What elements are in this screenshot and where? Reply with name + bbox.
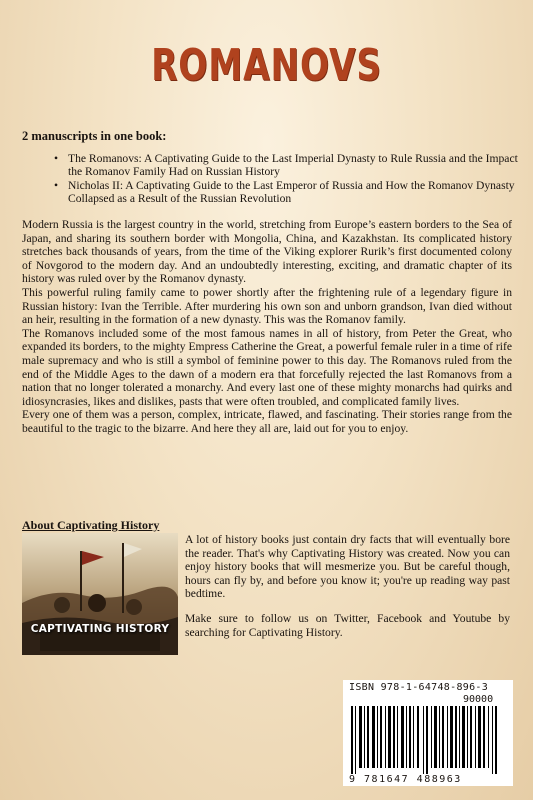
about-paragraph: Make sure to follow us on Twitter, Facebook and Youtube by searching for Captivating History.	[185, 611, 510, 639]
battle-painting-icon	[22, 533, 178, 655]
book-title: ROMANOVS	[151, 40, 382, 91]
list-item: • The Romanovs: A Captivating Guide to the Last Imperial Dynasty to Rule Russia and the Impact the Romanov Family Had on Russian History	[62, 152, 522, 179]
logo-text: CAPTIVATING HISTORY	[30, 623, 170, 635]
barcode-bars-icon	[351, 706, 507, 774]
about-text	[185, 533, 510, 650]
barcode	[343, 680, 513, 786]
about-heading: About Captivating History	[22, 518, 160, 532]
description-paragraph: This powerful ruling family came to power shortly after the frightening rule of a legendary figure in Russian history: Ivan the Terrible. After murdering his own son and unborn grandson, Ivan died without an heir, resulting in the formation of a new dynasty. This was the Romanov family.	[22, 285, 512, 327]
description-paragraph: Every one of them was a person, complex, intricate, flawed, and fascinating. Their stories range from the beautiful to the tragic to the bizarre. And here they all are, laid out for you to enjoy.	[22, 408, 512, 435]
description-paragraph: Modern Russia is the largest country in the world, stretching from Europe’s eastern borders to the Sea of Japan, and sharing its southern border with Mongolia, China, and Kazakhstan. Its complicated history stretches back thousands of years, from the time of the Viking explorer Rurik’s first documented colony of Novgorod to the modern day. And an undoubtedly interesting, exciting, and dramatic chapter of its history was ruled over by the Romanov dynasty.	[22, 218, 512, 286]
ean-number: 9 781647 488963	[349, 774, 462, 785]
price-code: 90000	[463, 694, 494, 705]
manuscripts-heading: 2 manuscripts in one book:	[22, 129, 167, 143]
list-item: • Nicholas II: A Captivating Guide to the Last Emperor of Russia and How the Romanov Dynasty Collapsed as a Result of the Russian Revolution	[62, 179, 522, 206]
isbn-text: ISBN 978-1-64748-896-3	[349, 682, 489, 693]
about-paragraph: A lot of history books just contain dry facts that will eventually bore the reader. That's why Captivating History was created. Now you can enjoy history books that will mesmerize you. But be careful though, hours can fly by, and before you know it; you're up reading way past bedtime.	[185, 533, 510, 601]
book-description	[22, 218, 512, 436]
manuscript-list	[50, 152, 522, 206]
captivating-history-logo-image	[22, 533, 178, 655]
description-paragraph: The Romanovs included some of the most famous names in all of history, from Peter the Great, who expanded its borders, to the mighty Empress Catherine the Great, a powerful female ruler in a time of rife male supremacy and who is still a symbol of feminine power to this day. The Romanovs ruled from the end of the Middle Ages to the dawn of a modern era that forcefully rejected the last Romanovs from a nation that no longer tolerated a monarchy. And every last one of these mighty monarchs had quirks and idiosyncrasies, likes and dislikes, pasts that were often troubled, and complicated family lives.	[22, 326, 512, 408]
